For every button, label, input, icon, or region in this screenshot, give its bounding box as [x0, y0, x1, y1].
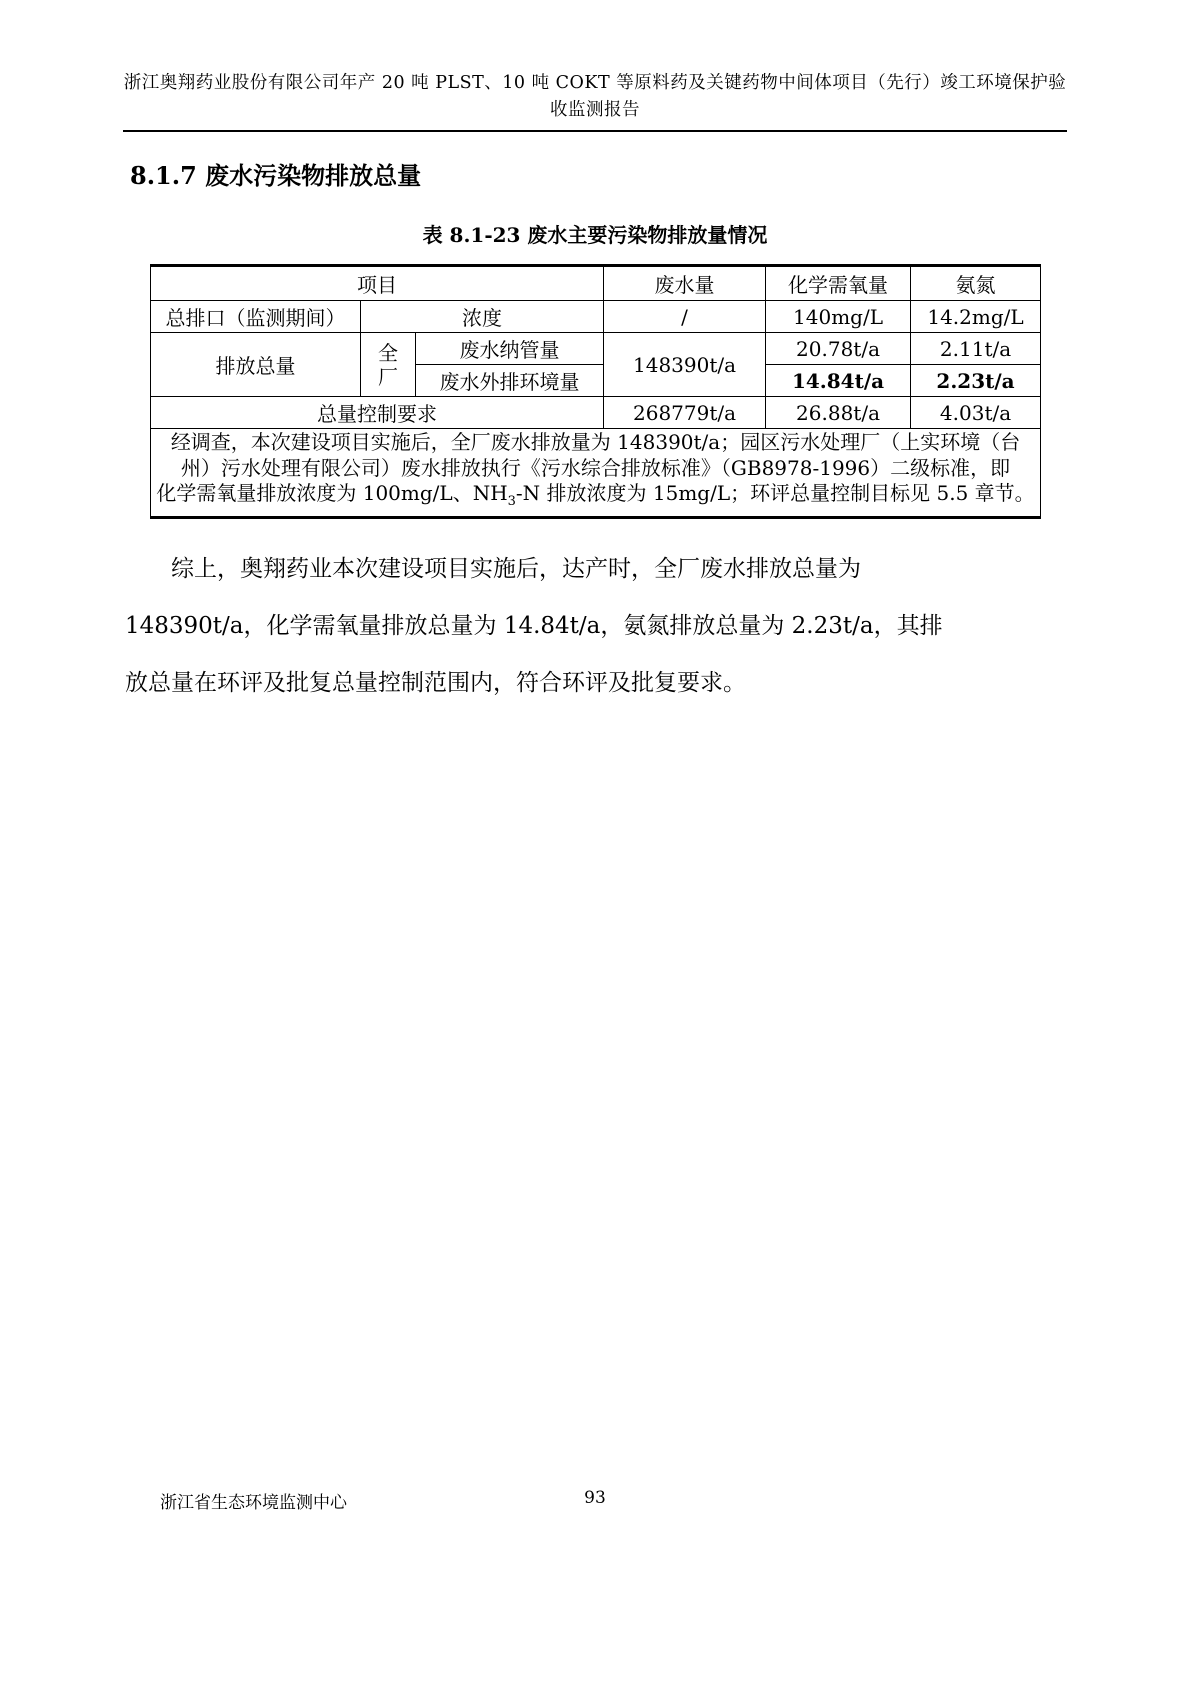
- cell-pipe-cod: 20.78t/a: [766, 333, 911, 365]
- cell-plant-scope: [361, 333, 416, 397]
- cell-outlet-ammonia: 14.2mg/L: [911, 301, 1041, 333]
- note-line-3-post: -N 排放浓度为 15mg/L；环评总量控制目标见 5.5 章节。: [515, 481, 1035, 505]
- cell-env-label: 废水外排环境量: [416, 365, 604, 397]
- paragraph-line-1: 综上，奥翔药业本次建设项目实施后，达产时，全厂废水排放总量为: [171, 555, 861, 582]
- cell-outlet-wastewater: /: [604, 301, 766, 333]
- footer-organization: 浙江省生态环境监测中心: [160, 1493, 347, 1513]
- header-line-2: 收监测报告: [550, 100, 640, 120]
- header-cell-wastewater: 废水量: [604, 266, 766, 301]
- page-number: 93: [584, 1488, 606, 1508]
- cell-outlet-metric: 浓度: [361, 301, 604, 333]
- page-header: [0, 0, 1190, 124]
- note-line-2: 州）污水处理有限公司）废水排放执行《污水综合排放标准》（GB8978-1996）二级标准，即: [180, 455, 1011, 480]
- cell-control-ammonia: 4.03t/a: [911, 397, 1041, 429]
- header-line-1: 浙江奥翔药业股份有限公司年产 20 吨 PLST、10 吨 COKT 等原料药及关键药物中间体项目（先行）竣工环境保护验: [123, 73, 1067, 93]
- table-note: [151, 429, 1041, 518]
- cell-control-cod: 26.88t/a: [766, 397, 911, 429]
- cell-pipe-ammonia: 2.11t/a: [911, 333, 1041, 365]
- table-caption: 表 8.1-23 废水主要污染物排放量情况: [422, 223, 768, 247]
- header-cell-item: 项目: [151, 266, 604, 301]
- table-row: [151, 301, 1041, 333]
- note-nh3-subscript: 3: [507, 494, 516, 509]
- table-row: [151, 266, 1041, 301]
- cell-env-ammonia: 2.23t/a: [911, 365, 1041, 397]
- plant-scope-text: 全厂: [378, 340, 398, 389]
- header-cell-cod: 化学需氧量: [766, 266, 911, 301]
- cell-control-wastewater: 268779t/a: [604, 397, 766, 429]
- summary-paragraph: [125, 541, 1065, 712]
- note-line-3: [154, 481, 1037, 515]
- cell-outlet-label: 总排口（监测期间）: [151, 301, 361, 333]
- cell-pipe-label: 废水纳管量: [416, 333, 604, 365]
- header-cell-ammonia: 氨氮: [911, 266, 1041, 301]
- table-row: [151, 333, 1041, 365]
- header-rule: [123, 130, 1067, 132]
- paragraph-line-3: 放总量在环评及批复总量控制范围内，符合环评及批复要求。: [125, 669, 746, 696]
- table-note-row: [151, 429, 1041, 518]
- table-row: [151, 397, 1041, 429]
- cell-total-group: 排放总量: [151, 333, 361, 397]
- page-footer: [125, 1488, 1065, 1513]
- note-line-3-pre: 化学需氧量排放浓度为 100mg/L、NH: [156, 481, 508, 505]
- section-heading: 8.1.7 废水污染物排放总量: [130, 161, 422, 190]
- note-line-1: 经调查，本次建设项目实施后，全厂废水排放量为 148390t/a；园区污水处理厂（上实环境（台: [170, 430, 1021, 454]
- cell-outlet-cod: 140mg/L: [766, 301, 911, 333]
- pollutant-table: [150, 264, 1041, 519]
- paragraph-line-2: 148390t/a，化学需氧量排放总量为 14.84t/a，氨氮排放总量为 2.23t/a，其排: [125, 612, 943, 639]
- cell-control-label: 总量控制要求: [151, 397, 604, 429]
- cell-total-wastewater: 148390t/a: [604, 333, 766, 397]
- cell-env-cod: 14.84t/a: [766, 365, 911, 397]
